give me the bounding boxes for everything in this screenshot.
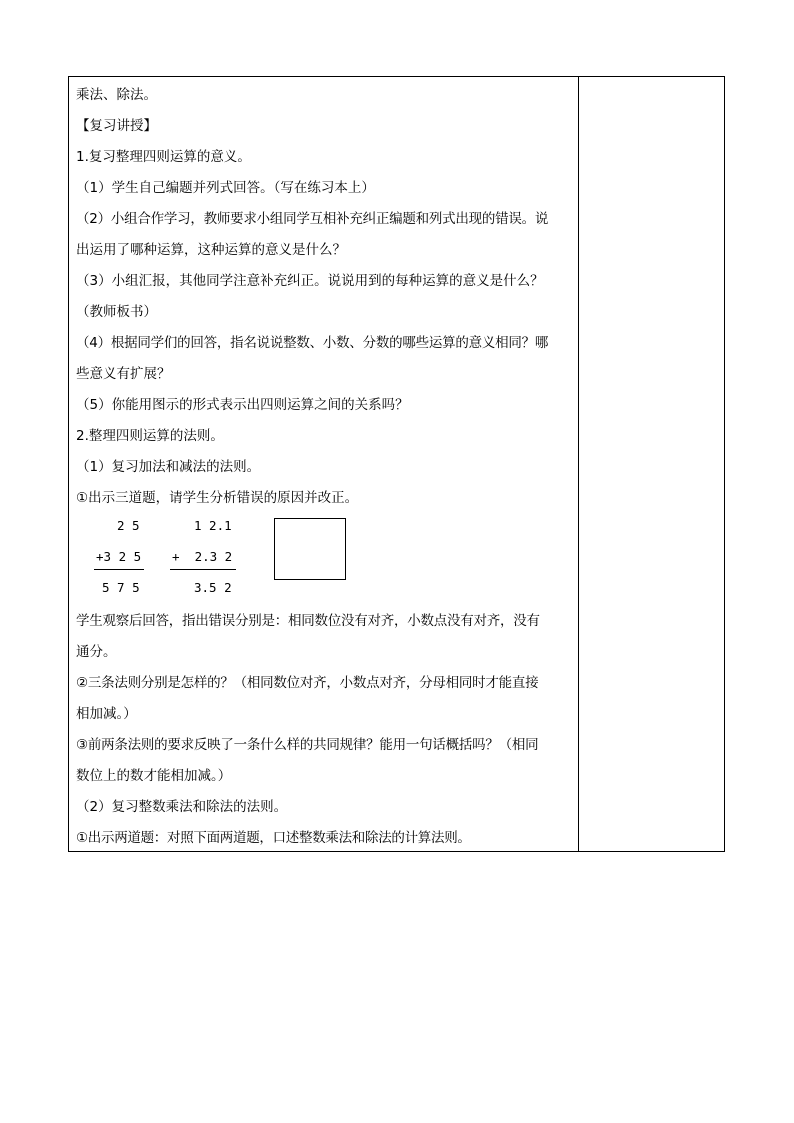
text-line: 出运用了哪种运算，这种运算的意义是什么？ [76, 242, 346, 258]
math-problem2-rule [170, 569, 236, 570]
text-line: （1）复习加法和减法的法则。 [76, 459, 261, 475]
math-problem2-addend: + 2.3 2 [172, 549, 233, 564]
math-problem1-top: 2 5 [117, 518, 140, 533]
math-problem2-result: 3.5 2 [194, 580, 232, 595]
text-line: 通分。 [76, 644, 117, 660]
text-line: （2）复习整数乘法和除法的法则。 [76, 799, 288, 815]
table-column-divider [578, 76, 579, 852]
text-line: ①出示两道题：对照下面两道题，口述整数乘法和除法的计算法则。 [76, 830, 471, 846]
lesson-content [76, 80, 574, 854]
text-line: （教师板书） [76, 304, 157, 320]
text-line: ②三条法则分别是怎样的？（相同数位对齐，小数点对齐，分母相同时才能直接 [76, 675, 539, 691]
text-line: （4）根据同学们的回答，指名说说整数、小数、分数的哪些运算的意义相同？哪 [76, 335, 549, 351]
text-line: ①出示三道题，请学生分析错误的原因并改正。 [76, 490, 359, 506]
math-problem1-result: 5 7 5 [102, 580, 140, 595]
text-line: （1）学生自己编题并列式回答。（写在练习本上） [76, 180, 375, 196]
section-heading: 【复习讲授】 [76, 118, 157, 134]
math-problem1-addend: +3 2 5 [96, 549, 142, 564]
text-line: 2.整理四则运算的法则。 [76, 428, 224, 444]
text-line: ③前两条法则的要求反映了一条什么样的共同规律？能用一句话概括吗？（相同 [76, 737, 539, 753]
vertical-arithmetic-block [76, 514, 574, 606]
text-line: 1.复习整理四则运算的意义。 [76, 149, 251, 165]
text-line: （2）小组合作学习，教师要求小组同学互相补充纠正编题和列式出现的错误。说 [76, 211, 549, 227]
text-line: 相加减。） [76, 706, 137, 722]
text-line: 些意义有扩展？ [76, 366, 171, 382]
text-line: 学生观察后回答，指出错误分别是：相同数位没有对齐，小数点没有对齐，没有 [76, 613, 540, 629]
text-line: 乘法、除法。 [76, 87, 157, 103]
math-problem2-top: 1 2.1 [194, 518, 232, 533]
text-line: 数位上的数才能相加减。） [76, 768, 232, 784]
text-line: （5）你能用图示的形式表示出四则运算之间的关系吗？ [76, 397, 409, 413]
text-line: （3）小组汇报，其他同学注意补充纠正。说说用到的每种运算的意义是什么？ [76, 273, 544, 289]
math-problem1-rule [94, 569, 144, 570]
empty-answer-box [274, 518, 346, 580]
